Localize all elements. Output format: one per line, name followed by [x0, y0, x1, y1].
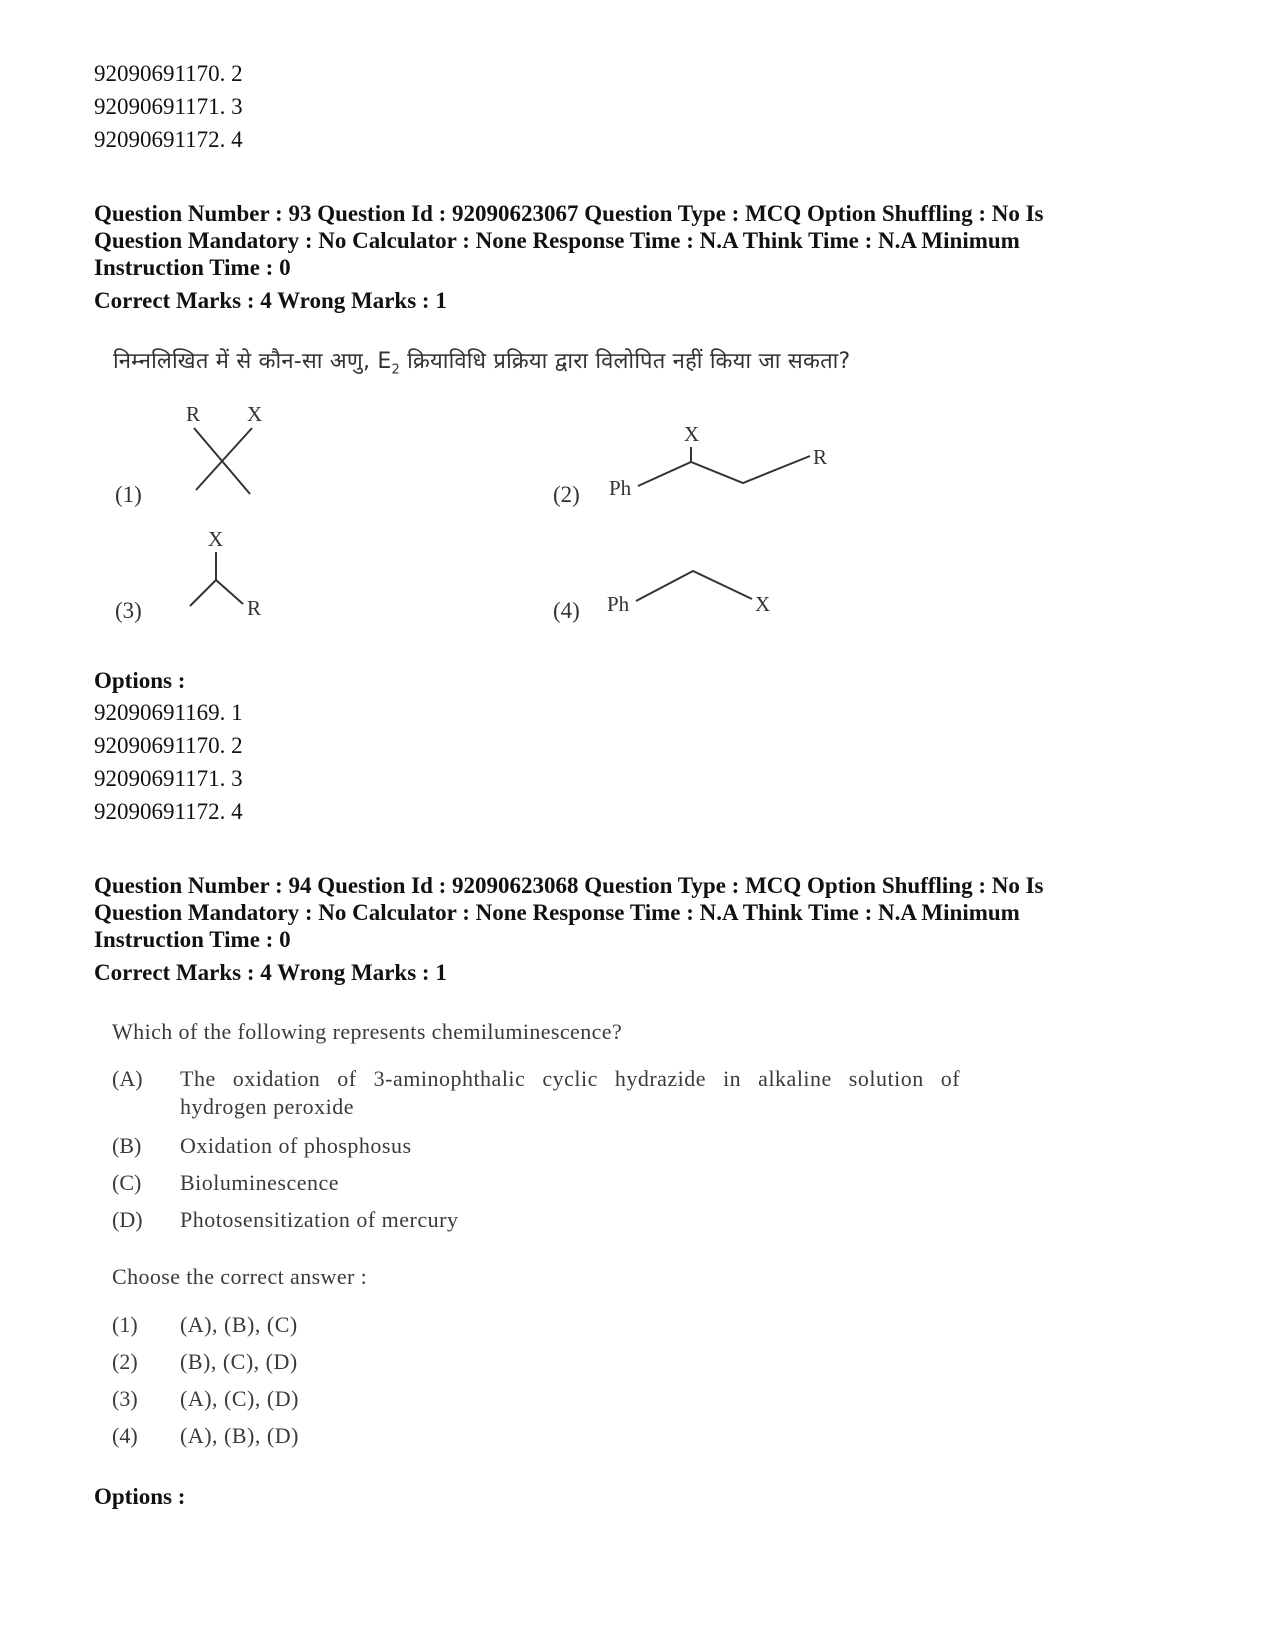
question-94-text: Which of the following represents chemiluminescence? [112, 1019, 623, 1044]
choice-2-atom-x: X [684, 422, 700, 446]
options-heading: Options : [94, 1484, 186, 1509]
question-93-header-line2: Question Mandatory : No Calculator : None Response Time : N.A Think Time : N.A Minimum [94, 228, 1020, 253]
choice-4-structure [0, 0, 1, 1]
choice-3-atom-r: R [247, 596, 262, 620]
statement-b-text: Oxidation of phosphosus [180, 1133, 412, 1158]
question-93-marks: Correct Marks : 4 Wrong Marks : 1 [94, 288, 447, 313]
statement-a-text: The oxidation of 3-aminophthalic cyclic hydrazide in alkaline solution of [180, 1066, 961, 1091]
option-line: 92090691170. 2 [94, 733, 243, 758]
answer-3-text: (A), (C), (D) [180, 1386, 299, 1411]
choice-1-atom-r: R [186, 402, 201, 426]
question-94-header-line2: Question Mandatory : No Calculator : None Response Time : N.A Think Time : N.A Minimum [94, 900, 1020, 925]
answer-3-label: (3) [112, 1386, 138, 1411]
statement-c-text: Bioluminescence [180, 1170, 340, 1195]
statement-a-text-cont: hydrogen peroxide [180, 1094, 355, 1119]
options-heading: Options : [94, 668, 186, 693]
question-93-text: निम्नलिखित में से कौन-सा अणु, $E_2$ क्रियाविधि प्रक्रिया द्वारा विलोपित नहीं किया जा सकता? [113, 349, 851, 378]
option-line: 92090691170. 2 [94, 61, 243, 86]
choice-4-atom-ph: Ph [607, 592, 630, 616]
answer-1-label: (1) [112, 1312, 138, 1337]
choice-4-label: (4) [553, 598, 580, 623]
option-line: 92090691172. 4 [94, 127, 243, 152]
answer-2-label: (2) [112, 1349, 138, 1374]
statement-c-label: (C) [112, 1170, 142, 1195]
answer-4-text: (A), (B), (D) [180, 1423, 299, 1448]
choice-3-atom-x: X [208, 527, 224, 551]
statement-d-label: (D) [112, 1207, 143, 1232]
question-93-header-line3: Instruction Time : 0 [94, 255, 291, 280]
question-93-header-line1: Question Number : 93 Question Id : 92090623067 Question Type : MCQ Option Shuffling : No Is [94, 201, 1044, 226]
answer-1-text: (A), (B), (C) [180, 1312, 298, 1337]
option-line: 92090691169. 1 [94, 700, 243, 725]
question-94-header-line3: Instruction Time : 0 [94, 927, 291, 952]
answer-2-text: (B), (C), (D) [180, 1349, 298, 1374]
statement-a-label: (A) [112, 1066, 143, 1091]
statement-d-text: Photosensitization of mercury [180, 1207, 459, 1232]
option-line: 92090691171. 3 [94, 94, 243, 119]
statement-b-label: (B) [112, 1133, 142, 1158]
choice-3-label: (3) [115, 598, 142, 623]
question-94-header-line1: Question Number : 94 Question Id : 92090623068 Question Type : MCQ Option Shuffling : No Is [94, 873, 1044, 898]
choice-1-label: (1) [115, 482, 142, 507]
choice-2-atom-r: R [813, 445, 828, 469]
choice-2-label: (2) [553, 482, 580, 507]
choice-4-atom-x: X [755, 592, 771, 616]
question-94-marks: Correct Marks : 4 Wrong Marks : 1 [94, 960, 447, 985]
answer-4-label: (4) [112, 1423, 138, 1448]
question-94-prompt: Choose the correct answer : [112, 1264, 368, 1289]
option-line: 92090691172. 4 [94, 799, 243, 824]
choice-1-atom-x: X [247, 402, 263, 426]
choice-2-atom-ph: Ph [609, 476, 632, 500]
option-line: 92090691171. 3 [94, 766, 243, 791]
